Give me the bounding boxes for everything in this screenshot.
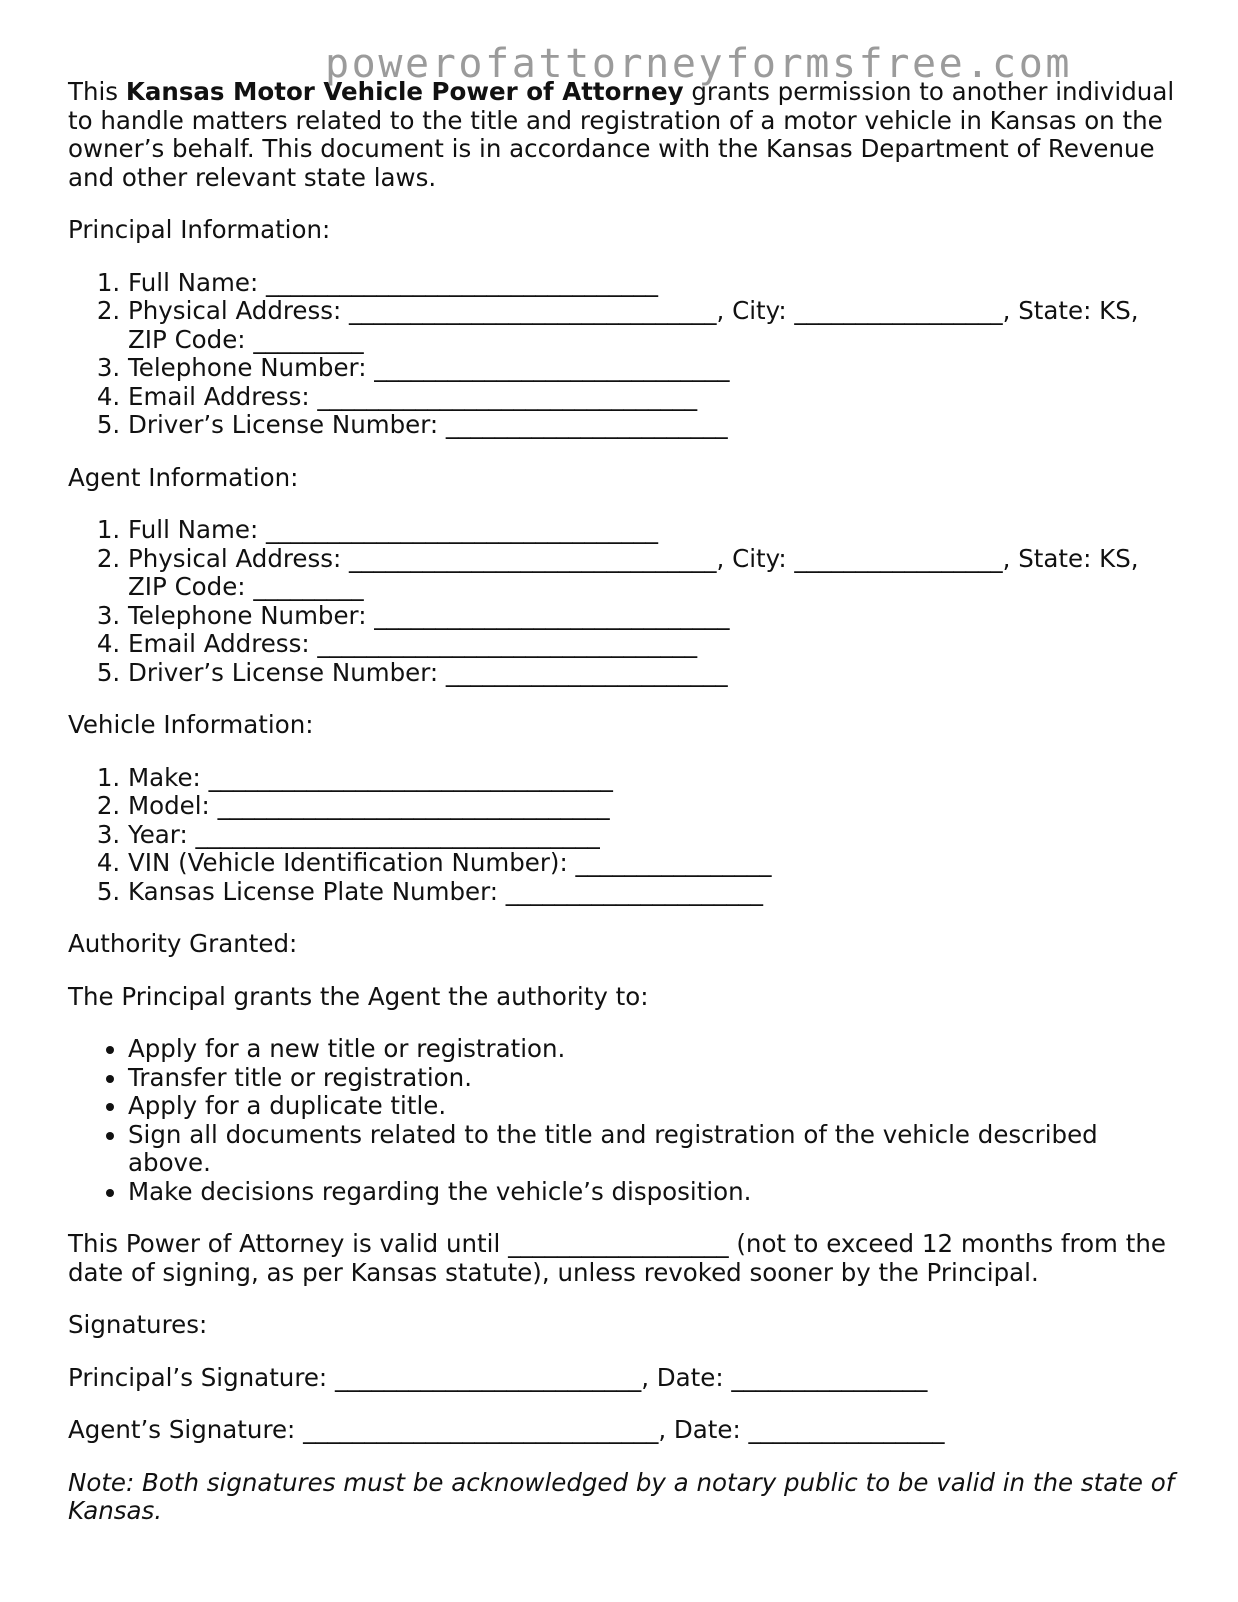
vehicle-vin: 4. VIN (Vehicle Identification Number): ________________ bbox=[128, 849, 1178, 878]
vehicle-heading: Vehicle Information: bbox=[68, 710, 314, 739]
authority-lead: The Principal grants the Agent the authority to: bbox=[68, 981, 649, 1011]
intro-post: grants permission to another individual to handle matters related to the title and registration of a motor vehicle in Kansas on the owner’s behalf. This document is in accordance with the Kansas Department of Revenue and other relevant state laws. bbox=[68, 77, 1175, 192]
intro-paragraph bbox=[68, 78, 1178, 192]
agent-signature-line: Agent’s Signature: _____________________________, Date: ________________ bbox=[68, 1415, 945, 1444]
agent-license: 5. Driver’s License Number: _______________________ bbox=[128, 659, 1178, 688]
vehicle-make: 1. Make: _________________________________ bbox=[128, 764, 1178, 793]
intro-pre: This bbox=[68, 77, 126, 106]
authority-item: • Sign all documents related to the title and registration of the vehicle described above. bbox=[128, 1121, 1178, 1178]
document-body bbox=[68, 78, 1178, 1526]
agent-phone: 3. Telephone Number: _____________________________ bbox=[128, 602, 1178, 631]
agent-address: 2. Physical Address: ______________________________, City: _________________, State: KS, ZIP Code: _________ bbox=[128, 545, 1178, 602]
authority-item: • Transfer title or registration. bbox=[128, 1064, 1178, 1093]
principal-heading: Principal Information: bbox=[68, 215, 331, 244]
authority-heading: Authority Granted: bbox=[68, 929, 298, 958]
principal-license: 5. Driver’s License Number: _______________________ bbox=[128, 411, 1178, 440]
signatures-heading: Signatures: bbox=[68, 1310, 208, 1339]
watermark: powerofattorneyformsfree.com bbox=[325, 41, 1073, 87]
vehicle-list bbox=[68, 764, 1178, 907]
authority-item: • Apply for a duplicate title. bbox=[128, 1092, 1178, 1121]
principal-email: 4. Email Address: _______________________________ bbox=[128, 383, 1178, 412]
agent-full-name: 1. Full Name: ________________________________ bbox=[128, 516, 1178, 545]
principal-phone: 3. Telephone Number: _____________________________ bbox=[128, 354, 1178, 383]
agent-email: 4. Email Address: _______________________________ bbox=[128, 630, 1178, 659]
principal-full-name: 1. Full Name: ________________________________ bbox=[128, 269, 1178, 298]
notary-note: Note: Both signatures must be acknowledged by a notary public to be valid in the state of Kansas. bbox=[68, 1467, 1175, 1525]
principal-signature-line: Principal’s Signature: _________________________, Date: ________________ bbox=[68, 1362, 928, 1392]
principal-address: 2. Physical Address: ______________________________, City: _________________, State: KS, ZIP Code: _________ bbox=[128, 297, 1178, 354]
authority-item: • Apply for a new title or registration. bbox=[128, 1035, 1178, 1064]
principal-list bbox=[68, 269, 1178, 440]
validity-paragraph: This Power of Attorney is valid until __________________ (not to exceed 12 months from the date of signing, as per Kansas statute), unless revoked sooner by the Principal. bbox=[68, 1229, 1166, 1287]
authority-item: • Make decisions regarding the vehicle’s disposition. bbox=[128, 1178, 1178, 1207]
vehicle-year: 3. Year: _________________________________ bbox=[128, 821, 1178, 850]
vehicle-plate: 5. Kansas License Plate Number: _____________________ bbox=[128, 878, 1178, 907]
agent-list bbox=[68, 516, 1178, 687]
authority-list bbox=[68, 1035, 1178, 1206]
intro-title: Kansas Motor Vehicle Power of Attorney bbox=[125, 77, 684, 106]
vehicle-model: 2. Model: ________________________________ bbox=[128, 792, 1178, 821]
agent-heading: Agent Information: bbox=[68, 462, 299, 492]
